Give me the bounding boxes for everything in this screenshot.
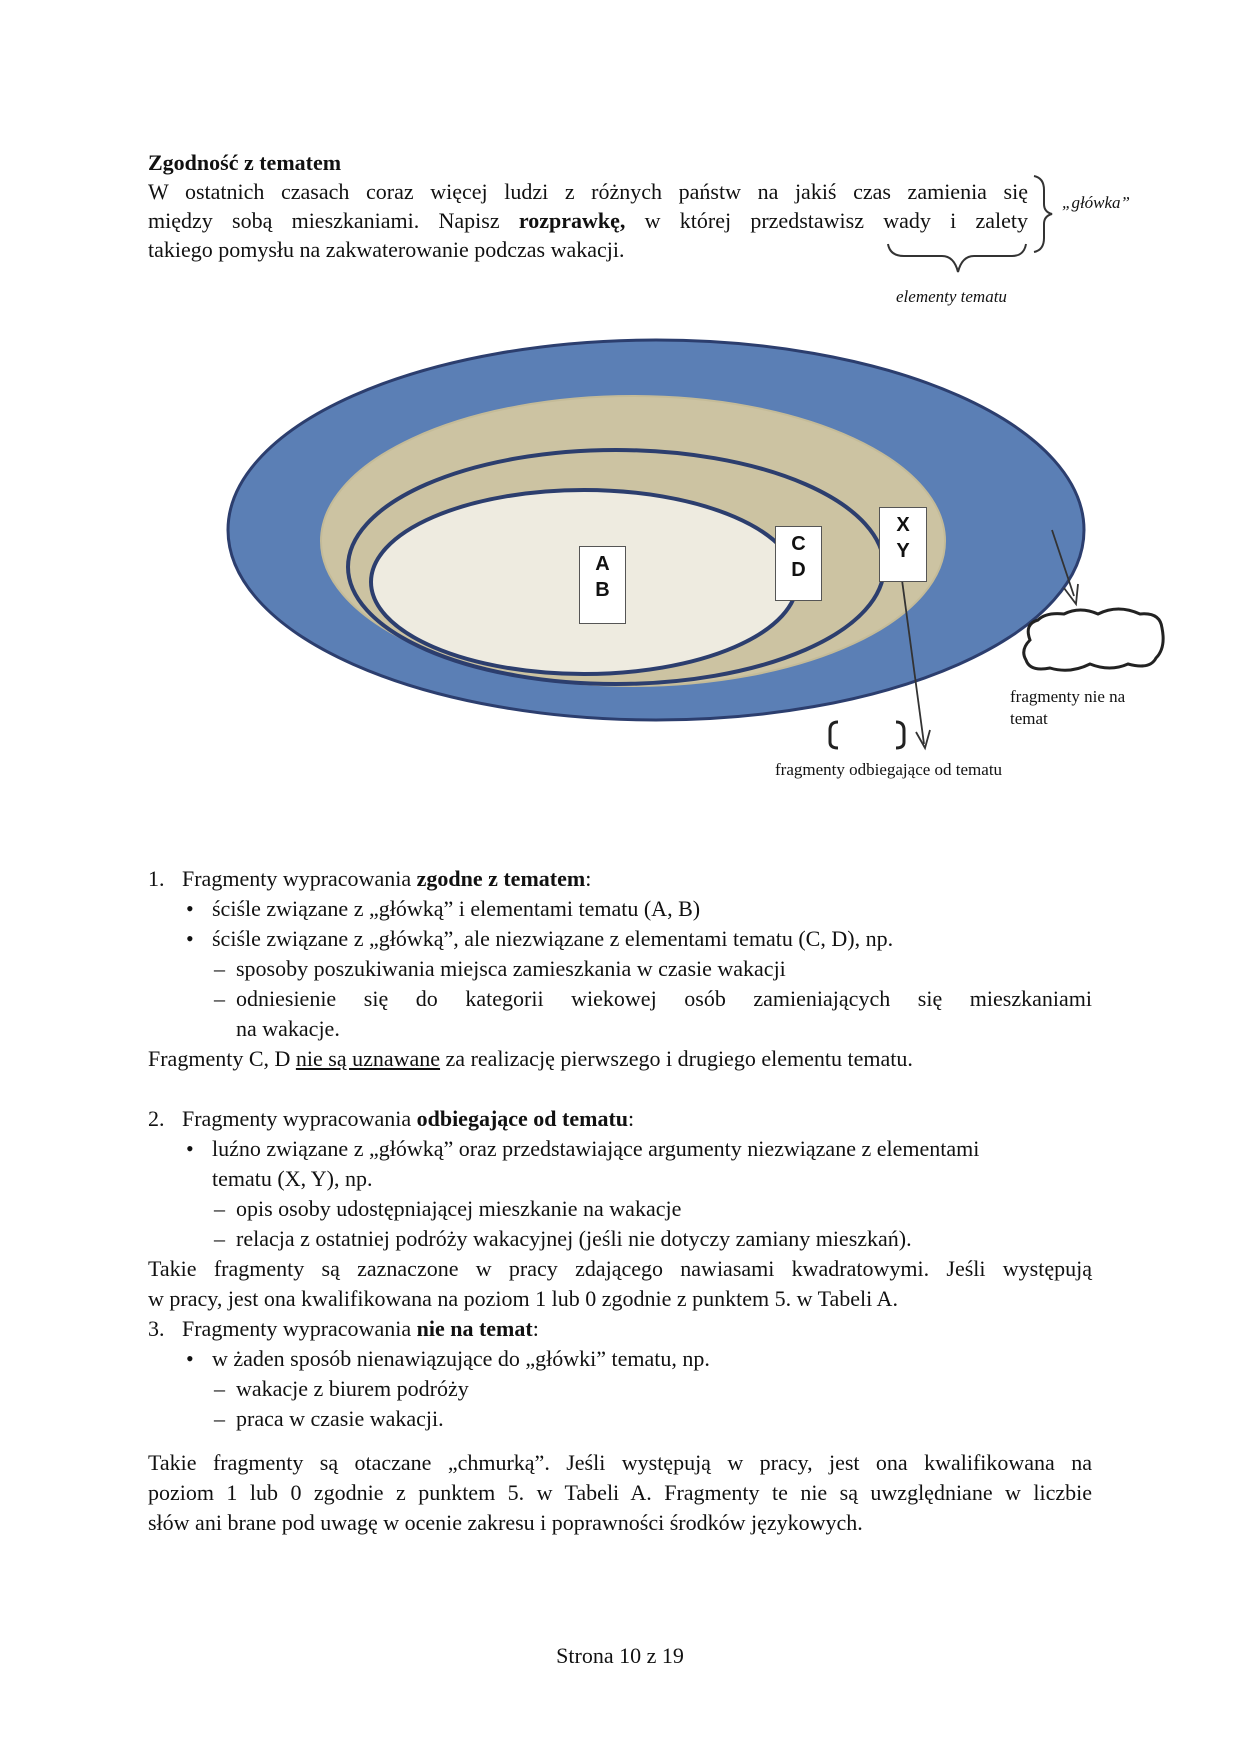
task-line-1: W ostatnich czasach coraz więcej ludzi z różnych państw na jakiś czas zamienia się — [148, 179, 1028, 204]
section-2-heading: 2. Fragmenty wypracowania odbiegające od tematu: — [148, 1106, 635, 1131]
section-2 — [148, 1104, 1092, 1314]
page-number: Strona 10 z 19 — [556, 1643, 684, 1668]
glowka-brace-icon — [1034, 176, 1052, 252]
bracket-right-icon — [896, 722, 904, 748]
section-1 — [148, 864, 1092, 1074]
section-title: Zgodność z tematem — [148, 150, 342, 175]
box-xy: X Y — [879, 507, 927, 582]
section-3-note-line-1: Takie fragmenty są otaczane „chmurką”. Jeśli występują w pracy, jest ona kwalifikowana na — [148, 1450, 1092, 1475]
section-3 — [148, 1314, 1092, 1538]
list-item: • ściśle związane z „główką” i elementami tematu (A, B) — [148, 894, 1092, 924]
glowka-note: „główka” — [1062, 193, 1131, 212]
list-item: – opis osoby udostępniającej mieszkanie na wakacje — [148, 1194, 1092, 1224]
cloud-icon — [1024, 609, 1163, 670]
section-3-note-line-2: poziom 1 lub 0 zgodnie z punktem 5. w Tabeli A. Fragmenty te nie są uwzględniane w liczbie — [148, 1480, 1092, 1505]
list-item: – sposoby poszukiwania miejsca zamieszkania w czasie wakacji — [148, 954, 1092, 984]
section-3-note-line-3: słów ani brane pod uwagę w ocenie zakresu i poprawności środków językowych. — [148, 1510, 863, 1535]
section-1-heading: 1. Fragmenty wypracowania zgodne z tematem: — [148, 866, 592, 891]
list-item: – praca w czasie wakacji. — [148, 1404, 1092, 1434]
label-nie-na-temat: fragmenty nie na temat — [1010, 687, 1126, 728]
label-odbiegajace: fragmenty odbiegające od tematu — [775, 760, 1003, 779]
topic-diagram — [0, 0, 1240, 800]
bracket-left-icon — [830, 722, 838, 748]
elementy-brace-icon — [888, 244, 1026, 272]
section-1-note: Fragmenty C, D nie są uznawane za realizację pierwszego i drugiego elementu tematu. — [148, 1046, 913, 1071]
list-item: • w żaden sposób nienawiązujące do „główki” tematu, np. — [148, 1344, 1092, 1374]
list-item: – wakacje z biurem podróży — [148, 1374, 1092, 1404]
section-3-heading: 3. Fragmenty wypracowania nie na temat: — [148, 1316, 539, 1341]
elementy-note: elementy tematu — [896, 287, 1007, 306]
task-line-3: takiego pomysłu na zakwaterowanie podczas wakacji. — [148, 237, 625, 262]
list-item: • luźno związane z „główką” oraz przedstawiające argumenty niezwiązane z elementami tematu (X, Y), np. — [148, 1134, 1092, 1194]
list-item: – odniesienie się do kategorii wiekowej osób zamieniających się mieszkaniami na wakacje. — [148, 984, 1092, 1044]
task-line-2: między sobą mieszkaniami. Napisz rozprawkę, w której przedstawisz wady i zalety — [148, 208, 1028, 233]
box-ab: A B — [579, 546, 626, 624]
section-2-note-line-2: w pracy, jest ona kwalifikowana na poziom 1 lub 0 zgodnie z punktem 5. w Tabeli A. — [148, 1286, 898, 1311]
list-item: • ściśle związane z „główką”, ale niezwiązane z elementami tematu (C, D), np. — [148, 924, 1092, 954]
section-2-note-line-1: Takie fragmenty są zaznaczone w pracy zdającego nawiasami kwadratowymi. Jeśli występują — [148, 1256, 1092, 1281]
box-cd: C D — [775, 526, 822, 601]
list-item: – relacja z ostatniej podróży wakacyjnej (jeśli nie dotyczy zamiany mieszkań). — [148, 1224, 1092, 1254]
task-keyword: rozprawkę, — [518, 208, 626, 233]
